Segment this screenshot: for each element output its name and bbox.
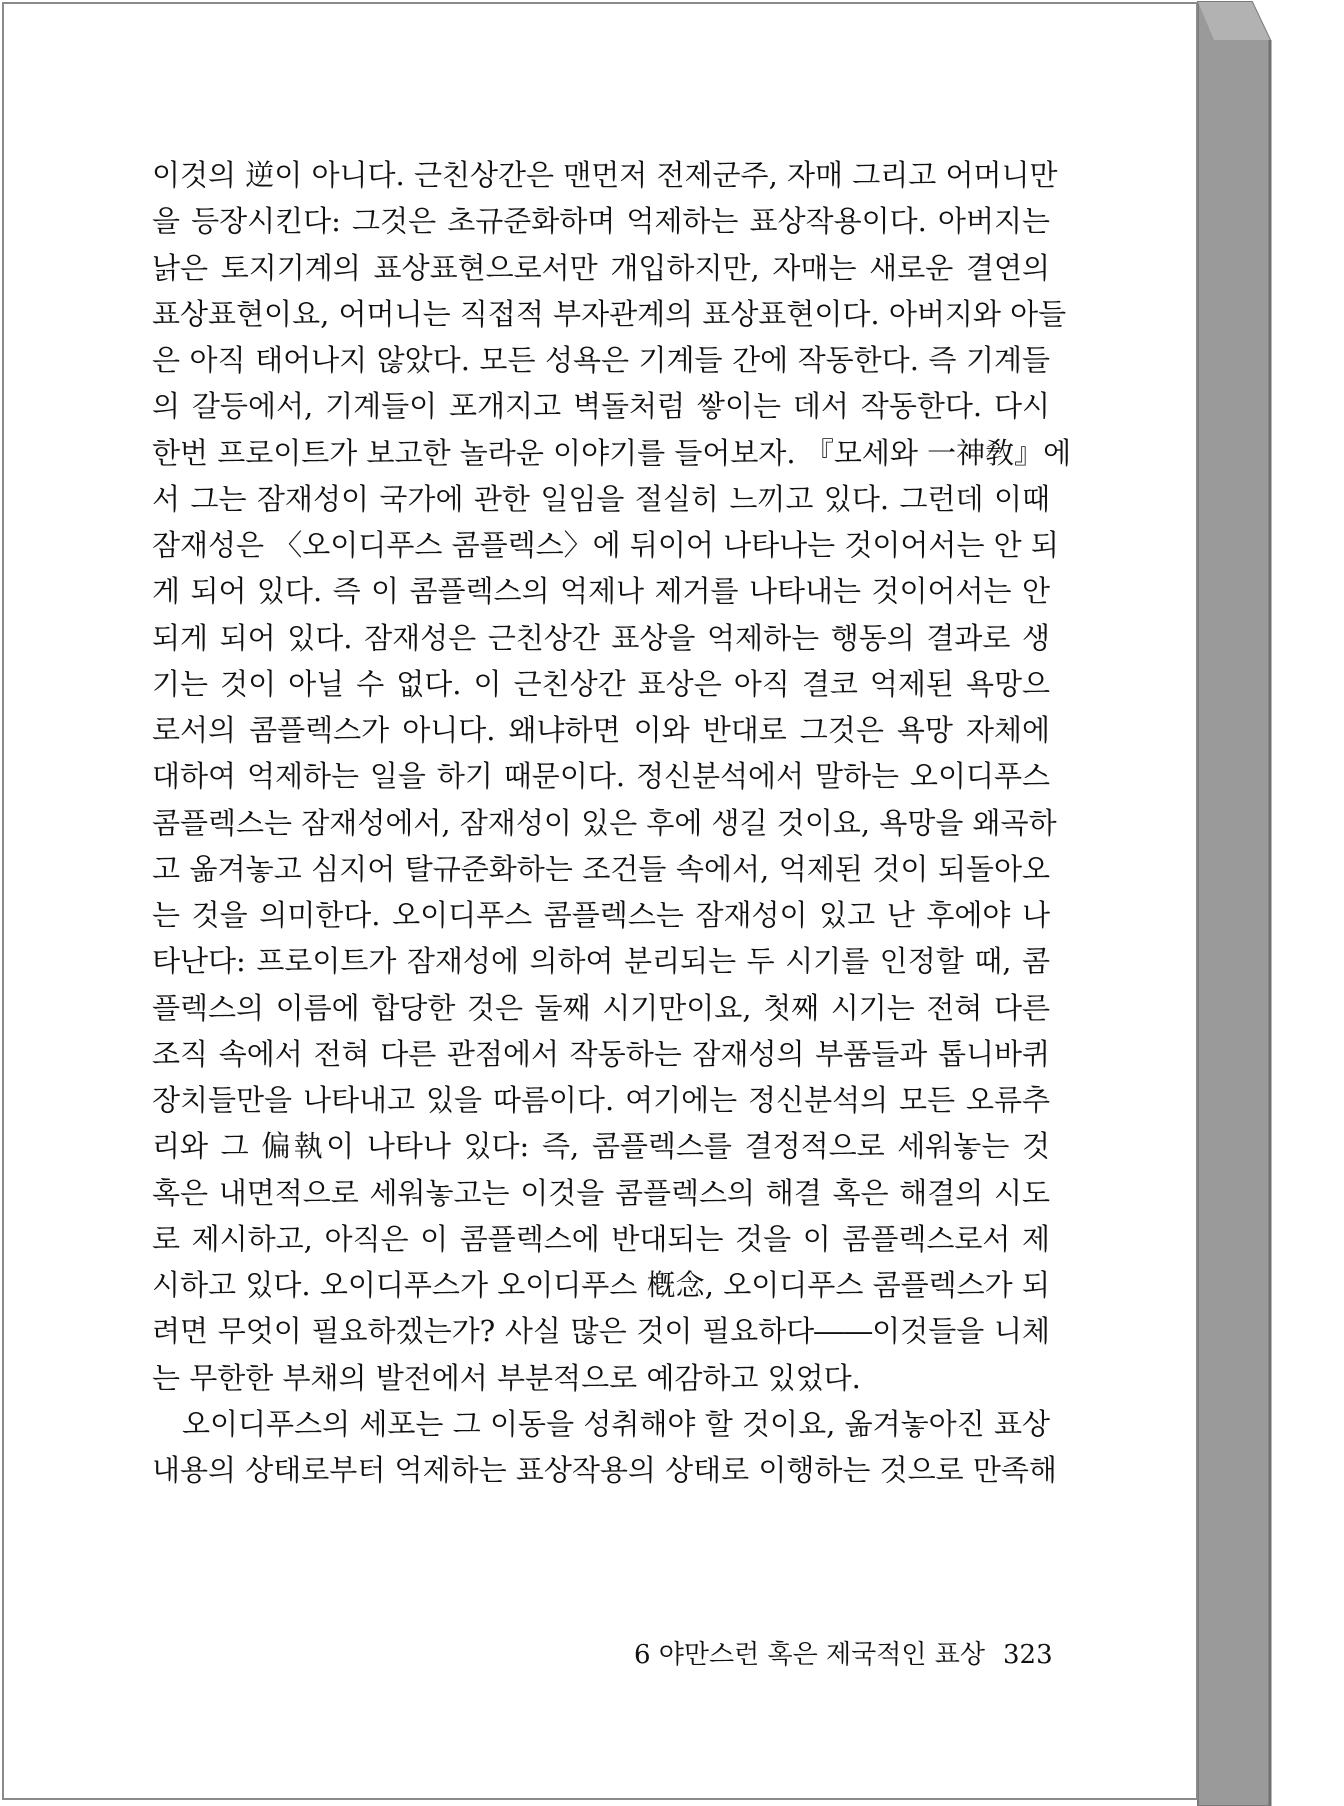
text-line: 낡은 토지기계의 표상표현으로서만 개입하지만, 자매는 새로운 결연의	[152, 250, 1050, 285]
text-line: 려면 무엇이 필요하겠는가? 사실 많은 것이 필요하다――이것들을 니체	[152, 1314, 1050, 1349]
text-line: 기는 것이 아닐 수 없다. 이 근친상간 표상은 아직 결코 억제된 욕망으	[152, 666, 1050, 701]
text-line: 서 그는 잠재성이 국가에 관한 일임을 절실히 느끼고 있다. 그런데 이때	[152, 481, 1050, 516]
text-line: 게 되어 있다. 즉 이 콤플렉스의 억제나 제거를 나타내는 것이어서는 안	[152, 574, 1050, 609]
text-line: 로 제시하고, 아직은 이 콤플렉스에 반대되는 것을 이 콤플렉스로서 제	[152, 1221, 1050, 1256]
page-footer	[634, 1634, 1053, 1671]
text-line: 플렉스의 이름에 합당한 것은 둘째 시기만이요, 첫째 시기는 전혀 다른	[152, 990, 1050, 1025]
text-line: 고 옮겨놓고 심지어 탈규준화하는 조건들 속에서, 억제된 것이 되돌아오	[152, 851, 1050, 886]
text-line: 을 등장시킨다: 그것은 초규준화하며 억제하는 표상작용이다. 아버지는	[152, 204, 1050, 239]
text-line: 로서의 콤플렉스가 아니다. 왜냐하면 이와 반대로 그것은 욕망 자체에	[152, 713, 1050, 747]
text-line: 리와 그 偏執이 나타나 있다: 즉, 콤플렉스를 결정적으로 세워놓는 것	[152, 1129, 1050, 1164]
text-line: 콤플렉스는 잠재성에서, 잠재성이 있은 후에 생길 것이요, 욕망을 왜곡하	[152, 805, 1057, 840]
text-line: 는 것을 의미한다. 오이디푸스 콤플렉스는 잠재성이 있고 난 후에야 나	[152, 898, 1050, 932]
running-title: 6 야만스런 혹은 제국적인 표상	[634, 1640, 985, 1670]
text-line: 시하고 있다. 오이디푸스가 오이디푸스 槪念, 오이디푸스 콤플렉스가 되	[152, 1268, 1050, 1302]
text-line: 내용의 상태로부터 억제하는 표상작용의 상태로 이행하는 것으로 만족해	[152, 1453, 1057, 1487]
text-line: 는 무한한 부채의 발전에서 부분적으로 예감하고 있었다.	[152, 1360, 861, 1395]
text-line: 조직 속에서 전혀 다른 관점에서 작동하는 잠재성의 부품들과 톱니바퀴	[152, 1036, 1050, 1071]
text-line: 한번 프로이트가 보고한 놀라운 이야기를 들어보자. 『모세와 一神敎』에	[152, 435, 1072, 470]
text-line: 장치들만을 나타내고 있을 따름이다. 여기에는 정신분석의 모든 오류추	[152, 1083, 1050, 1117]
body-text	[152, 152, 1072, 1493]
text-line: 의 갈등에서, 기계들이 포개지고 벽돌처럼 쌓이는 데서 작동한다. 다시	[152, 389, 1050, 424]
text-line: 대하여 억제하는 일을 하기 때문이다. 정신분석에서 말하는 오이디푸스	[152, 759, 1050, 794]
text-line: 이것의 逆이 아니다. 근친상간은 맨먼저 전제군주, 자매 그리고 어머니만	[152, 158, 1058, 192]
text-line: 은 아직 태어나지 않았다. 모든 성욕은 기계들 간에 작동한다. 즉 기계들	[152, 343, 1050, 377]
text-line: 잠재성은 〈오이디푸스 콤플렉스〉에 뒤이어 나타나는 것이어서는 안 되	[152, 528, 1059, 562]
text-line: 혹은 내면적으로 세워놓고는 이것을 콤플렉스의 해결 혹은 해결의 시도	[152, 1175, 1050, 1210]
text-line: 표상표현이요, 어머니는 직접적 부자관계의 표상표현이다. 아버지와 아들	[152, 296, 1067, 331]
text-line: 되게 되어 있다. 잠재성은 근친상간 표상을 억제하는 행동의 결과로 생	[152, 620, 1050, 655]
page-number: 323	[1003, 1640, 1053, 1670]
text-line: 오이디푸스의 세포는 그 이동을 성취해야 할 것이요, 옮겨놓아진 표상	[182, 1406, 1050, 1441]
text-line: 타난다: 프로이트가 잠재성에 의하여 분리되는 두 시기를 인정할 때, 콤	[152, 944, 1050, 979]
